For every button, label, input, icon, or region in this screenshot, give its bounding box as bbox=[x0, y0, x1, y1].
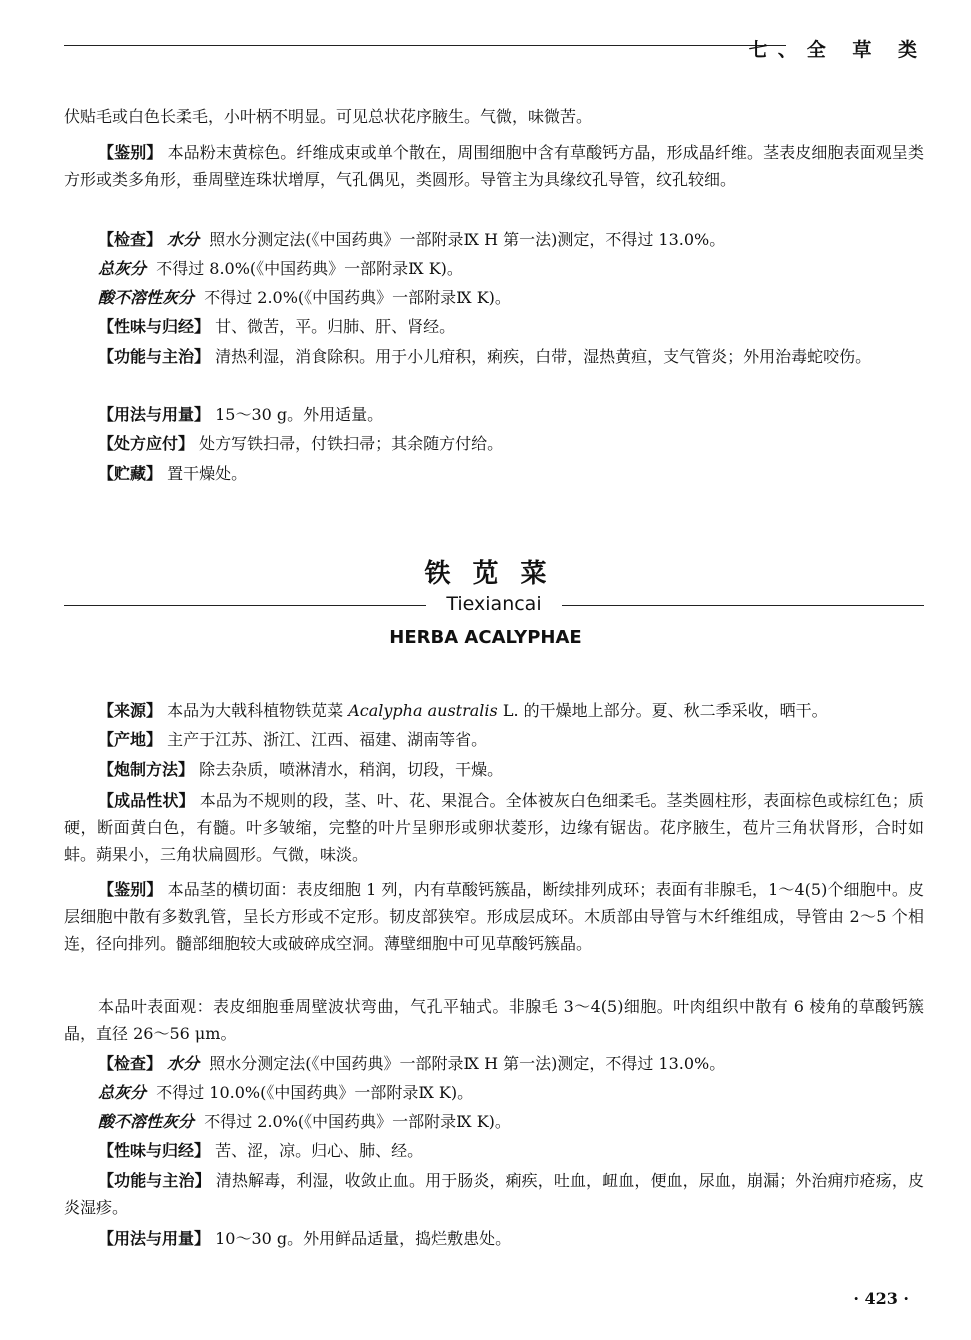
section-text: 除去杂质，喷淋清水，稍润，切段，干燥。 bbox=[199, 760, 504, 779]
prev-xingwei-paragraph bbox=[64, 313, 924, 340]
section-tag: 【性味与归经】 bbox=[98, 1141, 211, 1160]
zonghuifen-paragraph bbox=[64, 1079, 924, 1106]
sub-label: 水分 bbox=[167, 1054, 200, 1073]
pinyin-rule-right bbox=[562, 605, 924, 606]
section-tag: 【功能与主治】 bbox=[98, 1171, 211, 1190]
section-tag: 【用法与用量】 bbox=[98, 405, 211, 424]
section-tag: 【产地】 bbox=[98, 730, 163, 749]
pinyin-row bbox=[64, 593, 924, 617]
section-text: 10～30 g。外用鲜品适量，捣烂敷患处。 bbox=[215, 1229, 512, 1248]
sub-label: 总灰分 bbox=[98, 259, 147, 278]
header-rule bbox=[64, 45, 786, 46]
prev-gongneng-paragraph bbox=[64, 343, 924, 370]
species-name: Acalypha australis bbox=[348, 701, 498, 720]
section-text: 清热解毒，利湿，收敛止血。用于肠炎，痢疾，吐血，衄血，便血，尿血，崩漏；外治痈疖疮疡，皮炎湿疹。 bbox=[64, 1171, 924, 1217]
section-text: 主产于江苏、浙江、江西、福建、湖南等省。 bbox=[167, 730, 488, 749]
section-text: 本品为不规则的段，茎、叶、花、果混合。全体被灰白色细柔毛。茎类圆柱形，表面棕色或棕红色；质硬，断面黄白色，有髓。叶多皱缩，完整的叶片呈卵形或卵状菱形，边缘有锯齿。花序腋生，苞片三角状肾形，合时如蚌。蒴果小，三角状扁圆形。气微，味淡。 bbox=[64, 791, 924, 864]
suan-paragraph bbox=[64, 1108, 924, 1135]
section-tag: 【用法与用量】 bbox=[98, 1229, 211, 1248]
laiyuan-paragraph bbox=[64, 697, 924, 724]
section-tag: 【检查】 bbox=[98, 230, 163, 249]
section-text: 苦、涩，凉。归心、肺、经。 bbox=[215, 1141, 424, 1160]
xingwei-paragraph bbox=[64, 1137, 924, 1164]
prev-chufang-paragraph bbox=[64, 430, 924, 457]
sub-label: 水分 bbox=[167, 230, 200, 249]
section-tag: 【性味与归经】 bbox=[98, 317, 211, 336]
section-tag: 【鉴别】 bbox=[98, 880, 163, 899]
leaf-paragraph: 本品叶表面观：表皮细胞垂周壁波状弯曲，气孔平轴式。非腺毛 3～4(5)细胞。叶肉组织中散有 6 棱角的草酸钙簇晶，直径 26～56 μm。 bbox=[64, 997, 924, 1043]
chapter-heading: 七、全 草 类 bbox=[748, 39, 927, 61]
prev-zhucang-paragraph bbox=[64, 460, 924, 487]
chandi-paragraph bbox=[64, 726, 924, 753]
section-text: 不得过 2.0%(《中国药典》一部附录Ⅸ K)。 bbox=[204, 288, 511, 307]
section-text: 清热利湿，消食除积。用于小儿疳积，痢疾，白带，湿热黄疸，支气管炎；外用治毒蛇咬伤。 bbox=[215, 347, 872, 366]
section-tag: 【处方应付】 bbox=[98, 434, 195, 453]
entry-pinyin: Tiexiancai bbox=[446, 593, 542, 615]
sub-label: 酸不溶性灰分 bbox=[98, 1112, 195, 1131]
section-tag: 【贮藏】 bbox=[98, 464, 163, 483]
jiancha-paragraph bbox=[64, 1050, 924, 1077]
gongneng-paragraph bbox=[64, 1167, 924, 1221]
section-text: 不得过 10.0%(《中国药典》一部附录Ⅸ K)。 bbox=[156, 1083, 474, 1102]
section-tag: 【来源】 bbox=[98, 701, 163, 720]
section-text: 本品粉末黄棕色。纤维成束或单个散在，周围细胞中含有草酸钙方晶，形成晶纤维。茎表皮细胞表面观呈类方形或类多角形，垂周壁连珠状增厚，气孔偶见，类圆形。导管主为具缘纹孔导管，纹孔较细。 bbox=[64, 143, 924, 189]
paozhi-paragraph bbox=[64, 756, 924, 783]
prev-jianbie-paragraph bbox=[64, 139, 924, 193]
section-text: L. 的干燥地上部分。夏、秋二季采收，晒干。 bbox=[502, 701, 828, 720]
prev-zonghuifen-paragraph bbox=[64, 255, 924, 282]
section-tag: 【成品性状】 bbox=[98, 791, 195, 810]
entry-latin-name: HERBA ACALYPHAE bbox=[389, 627, 582, 648]
section-text: 不得过 2.0%(《中国药典》一部附录Ⅸ K)。 bbox=[204, 1112, 511, 1131]
section-text: 照水分测定法(《中国药典》一部附录Ⅸ H 第一法)测定，不得过 13.0%。 bbox=[209, 230, 726, 249]
section-tag: 【炮制方法】 bbox=[98, 760, 195, 779]
prev-suan-paragraph bbox=[64, 284, 924, 311]
prev-yongfa-paragraph bbox=[64, 401, 924, 428]
section-text: 本品为大戟科植物铁苋菜 bbox=[167, 701, 344, 720]
chengpin-paragraph bbox=[64, 787, 924, 868]
prev-jiancha-paragraph bbox=[64, 226, 924, 253]
section-text: 处方写铁扫帚，付铁扫帚；其余随方付给。 bbox=[199, 434, 504, 453]
section-tag: 【检查】 bbox=[98, 1054, 163, 1073]
section-text: 照水分测定法(《中国药典》一部附录Ⅸ H 第一法)测定，不得过 13.0%。 bbox=[209, 1054, 726, 1073]
section-text: 15～30 g。外用适量。 bbox=[215, 405, 384, 424]
section-text: 本品茎的横切面：表皮细胞 1 列，内有草酸钙簇晶，断续排列成环；表面有非腺毛，1～4(5)个细胞中。皮层细胞中散有多数乳管，呈长方形或不定形。韧皮部狭窄。形成层成环。木质部由导管与木纤维组成，导管由 2～5 个相连，径向排列。髓部细胞较大或破碎成空洞。薄壁细胞中可见草酸钙簇晶。 bbox=[64, 880, 924, 953]
sub-label: 酸不溶性灰分 bbox=[98, 288, 195, 307]
yongfa-paragraph bbox=[64, 1225, 924, 1252]
section-text: 置干燥处。 bbox=[167, 464, 248, 483]
section-tag: 【鉴别】 bbox=[98, 143, 163, 162]
jianbie-paragraph bbox=[64, 876, 924, 957]
section-tag: 【功能与主治】 bbox=[98, 347, 211, 366]
sub-label: 总灰分 bbox=[98, 1083, 147, 1102]
prev-continuation: 伏贴毛或白色长柔毛，小叶柄不明显。可见总状花序腋生。气微，味微苦。 bbox=[64, 107, 593, 126]
page-number: · 423 · bbox=[853, 1289, 909, 1308]
section-text: 不得过 8.0%(《中国药典》一部附录Ⅸ K)。 bbox=[156, 259, 463, 278]
section-text: 甘、微苦，平。归肺、肝、肾经。 bbox=[215, 317, 456, 336]
entry-title: 铁苋菜 bbox=[424, 559, 569, 589]
